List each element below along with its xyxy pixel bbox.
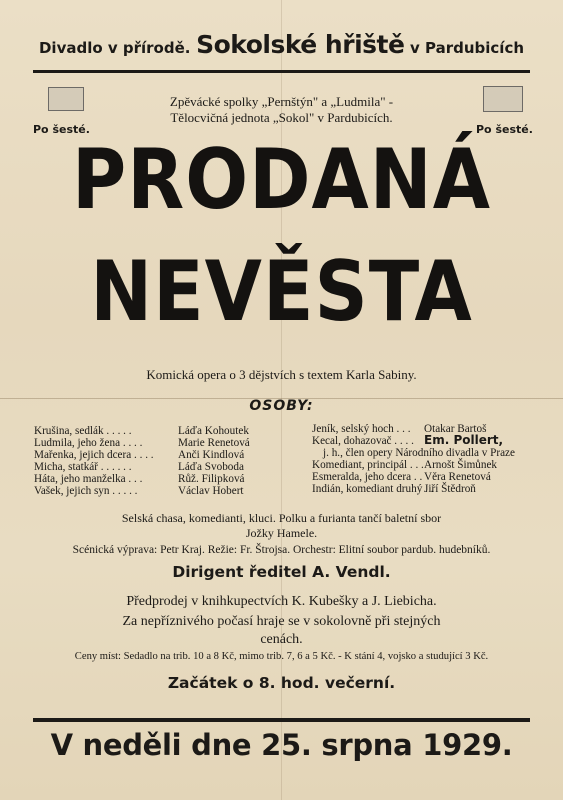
performance-date: V neděli dne 25. srpna 1929. <box>50 728 513 762</box>
cast-actor: Láďa Svoboda <box>178 461 244 473</box>
subtitle: Komická opera o 3 dějstvích s textem Karla Sabiny. <box>146 367 417 382</box>
cast-actor: Arnošt Šimůnek <box>424 459 498 471</box>
header-prefix: Divadlo v přírodě. <box>38 39 191 57</box>
cast-actor: Marie Renetová <box>178 437 250 449</box>
side-note-left: Po šesté. <box>33 123 90 136</box>
cast-actor: Anči Kindlová <box>178 449 245 461</box>
presale-line-2: Za nepříznivého počasí hraje se v sokolovně při stejných <box>122 614 441 629</box>
cast-actor-note: j. h., člen opery Národního divadla v Praze <box>323 447 515 459</box>
bottom-rule <box>33 718 530 722</box>
cast-role: Micha, statkář . . . . . . <box>34 461 132 473</box>
title-line-2: NEVĚSTA <box>90 243 473 341</box>
presale-line-3: cenách. <box>260 632 303 647</box>
cast-role: Indián, komediant druhý . . <box>312 483 434 495</box>
cast-role: Komediant, principál . . . <box>312 459 424 471</box>
chorus-line-1: Selská chasa, komedianti, kluci. Polku a furianta tančí baletní sbor <box>121 511 442 525</box>
cast-role: Vašek, jejich syn . . . . . <box>34 485 138 497</box>
side-note-right: Po šesté. <box>476 123 533 136</box>
chorus-line-2: Jožky Hamele. <box>245 526 318 540</box>
cast-role: Mařenka, jejich dcera . . . . <box>34 449 154 461</box>
production-credits: Scénická výprava: Petr Kraj. Režie: Fr. Štrojsa. Orchestr: Elitní soubor pardub. hudebníků. <box>72 544 491 556</box>
ticket-prices: Ceny míst: Sedadlo na trib. 10 a 8 Kč, mimo trib. 7, 6 a 5 Kč. - K stání 4, vojsko a studující 3 Kč. <box>74 651 489 662</box>
presale-line-1: Předprodej v knihkupectvích K. Kubešky a J. Liebicha. <box>126 594 437 609</box>
header-venue: Sokolské hřiště <box>196 30 405 59</box>
cast-heading: OSOBY: <box>249 398 314 414</box>
top-rule <box>33 70 530 73</box>
header-line <box>0 30 563 59</box>
cast-role: Esmeralda, jeho dcera . . <box>312 471 423 483</box>
title-line-1: PRODANÁ <box>71 131 492 229</box>
cast-role: Krušina, sedlák . . . . . <box>34 425 132 437</box>
start-time: Začátek o 8. hod. večerní. <box>167 674 396 692</box>
organizers-line-1: Zpěvácké spolky „Pernštýn" a „Ludmila" - <box>169 94 394 109</box>
cast-actor-guest: Em. Pollert, <box>424 433 504 447</box>
cast-role: Háta, jeho manželka . . . <box>34 473 143 485</box>
cast-role: Ludmila, jeho žena . . . . <box>34 437 143 449</box>
cast-actor: Václav Hobert <box>178 485 244 497</box>
cast-actor: Otakar Bartoš <box>424 423 487 435</box>
cast-actor: Růž. Filipková <box>178 473 245 485</box>
organizers <box>0 94 563 126</box>
cast-actor: Jiří Štědroň <box>424 483 476 495</box>
cast-role: Kecal, dohazovač . . . . <box>312 435 414 447</box>
organizers-line-2: Tělocvičná jednota „Sokol" v Pardubicích. <box>170 110 393 125</box>
cast-actor: Věra Renetová <box>424 471 491 483</box>
cast-role: Jeník, selský hoch . . . <box>312 423 411 435</box>
header-suffix: v Pardubicích <box>410 39 525 57</box>
cast-actor: Láďa Kohoutek <box>178 425 249 437</box>
conductor: Dirigent ředitel A. Vendl. <box>172 563 391 581</box>
